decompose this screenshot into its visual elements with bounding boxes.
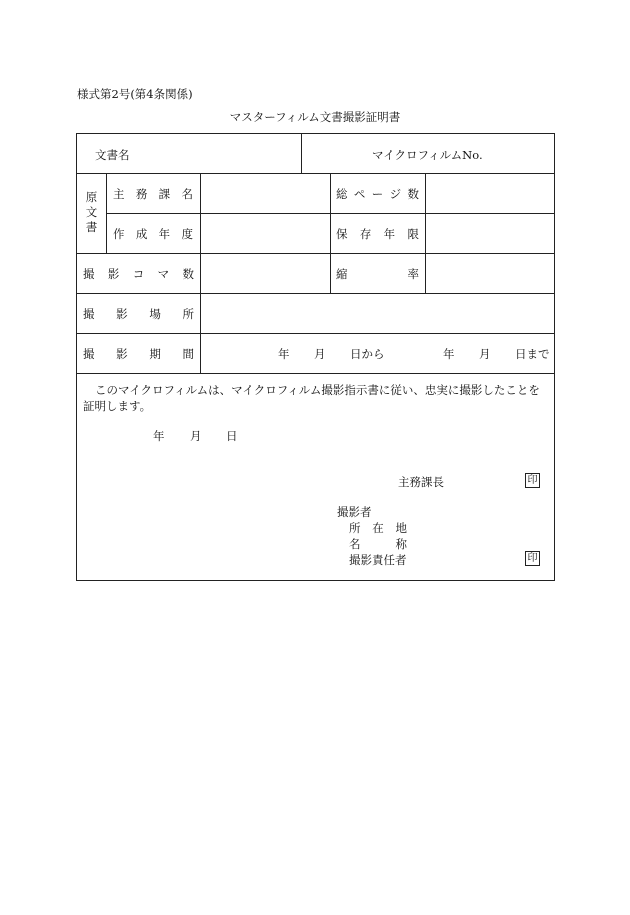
creation-year-label: 作 成 年 度 (113, 227, 193, 241)
responsible-person-seal: 印 (525, 551, 540, 566)
certification-statement-line2: 証明します。 (83, 399, 152, 413)
reduction-ratio-label: 縮 率 (336, 267, 419, 281)
date-month: 月 (190, 429, 202, 443)
section-chief-seal: 印 (525, 473, 540, 488)
frame-count-label: 撮 影 コ マ 数 (83, 267, 194, 281)
date-year: 年 (153, 429, 165, 443)
period-to-year: 年 (443, 347, 455, 361)
certification-statement-line1: このマイクロフィルムは、マイクロフィルム撮影指示書に従い、忠実に撮影したことを (95, 383, 540, 397)
period-from-year: 年 (278, 347, 290, 361)
period-to-day: 日まで (515, 347, 550, 361)
photographer-label: 撮影者 (337, 505, 372, 519)
document-name-label: 文書名 (95, 148, 130, 162)
section-chief-label: 主務課長 (398, 475, 444, 489)
column-divider (425, 173, 426, 293)
row-divider (76, 253, 555, 254)
column-divider (330, 173, 331, 293)
location-label: 撮 影 場 所 (83, 307, 194, 321)
total-pages-label: 総 ペ ー ジ 数 (336, 187, 419, 201)
address-label: 所 在 地 (349, 521, 407, 535)
original-document-label: 原 文 書 (85, 190, 98, 234)
form-number: 様式第2号(第4条関係) (77, 87, 193, 101)
row-divider (76, 293, 555, 294)
row-divider (76, 333, 555, 334)
period-label: 撮 影 期 間 (83, 347, 194, 361)
form-title: マスターフィルム文書撮影証明書 (229, 110, 401, 124)
responsible-section-label: 主 務 課 名 (113, 187, 193, 201)
row-divider (76, 173, 555, 174)
date-day: 日 (226, 429, 238, 443)
row-divider (76, 373, 555, 374)
microfilm-number-label: マイクロフィルムNo. (372, 148, 483, 162)
period-from-month: 月 (314, 347, 326, 361)
column-divider (200, 173, 201, 373)
column-divider (106, 173, 107, 253)
name-label: 名 称 (349, 537, 407, 551)
column-divider (301, 133, 302, 173)
period-from-day: 日から (350, 347, 385, 361)
period-to-month: 月 (479, 347, 491, 361)
responsible-person-label: 撮影責任者 (349, 553, 407, 567)
retention-period-label: 保 存 年 限 (336, 227, 419, 241)
